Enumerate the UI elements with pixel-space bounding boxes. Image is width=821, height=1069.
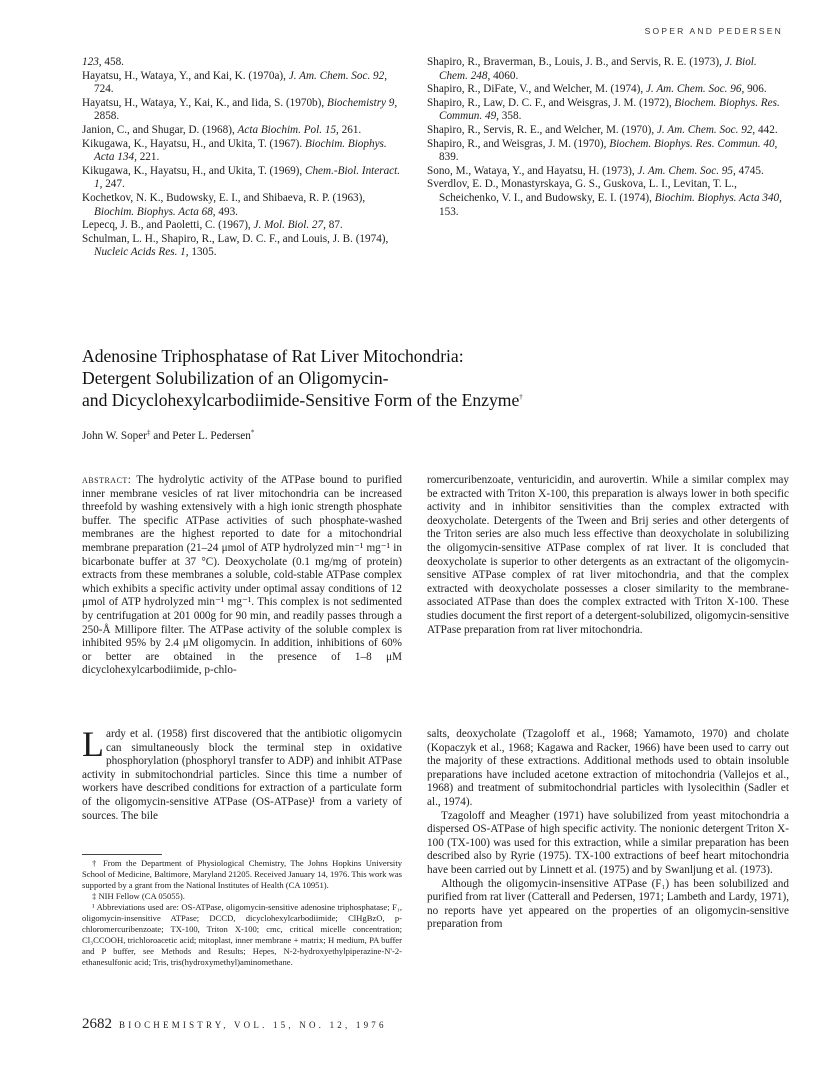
title-line-3: and Dicyclohexylcarbodiimide-Sensitive Form of the Enzyme†	[82, 389, 523, 410]
body-text-left: ardy et al. (1958) first discovered that the antibiotic oligomycin can simultaneously block the terminal step in oxidative phosphorylation (phosphoryl transfer to ADP) and inhibit ATPase activity in submitochondrial particles. Since this time a number of workers have described conditions for extraction of a particulate form of the oligomycin-sensitive ATPase (OS-ATPase)¹ from a variety of sources. The bile	[82, 728, 402, 822]
abstract-text-left: The hydrolytic activity of the ATPase bound to purified inner membrane vesicles of rat liver mitochondria can be increased threefold by washing extensively with a high ionic strength phosphate buffer. The specific ATPase activities of such phosphate-washed membranes are the highest reported to date for a mitochondrial membrane preparation (21–24 μmol of ATP hydrolyzed min⁻¹ mg⁻¹ in bicarbonate buffer at 37 °C). Deoxycholate (0.1 mg/mg of protein) extracts from these membranes a soluble, cold-stable ATPase complex which exhibits a specific activity under optimal assay conditions of 12 μmol of ATP hydrolyzed min⁻¹ mg⁻¹. This complex is not sedimented by centrifugation at 201 000g for 90 min, and readily passes through a 250-Å Millipore filter. The ATPase activity of the soluble complex is inhibited 95% by 2.4 μM oligomycin. In addition, inhibitions of 60% or better are obtained in the presence of 1–8 μM dicyclohexylcarbodiimide, p-chlo-	[82, 474, 402, 677]
reference-entry: Lepecq, J. B., and Paoletti, C. (1967), J. Mol. Biol. 27, 87.	[82, 219, 343, 232]
reference-entry: Shapiro, R., and Weisgras, J. M. (1970), Biochem. Biophys. Res. Commun. 40, 839.	[427, 137, 778, 164]
footnote-affiliation: † From the Department of Physiological Chemistry, The Johns Hopkins University School of Medicine, Baltimore, Maryland 21205. Received January 14, 1976. This work was supported by a grant from the National Institutes of Health (CA 10951).	[82, 858, 402, 890]
abstract-text-right: romercuribenzoate, venturicidin, and aurovertin. While a similar complex may be extracted with Triton X-100, this preparation is always lower in both specific activity and in inhibitor sensitivities than the complex extracted with deoxycholate. Detergents of the Tween and Brij series and other detergents of the Triton series are also much less effective than deoxycholate in solubilizing the oligomycin-sensitive ATPase complex of rat liver. It is concluded that deoxycholate is superior to other detergents as an extractant of the oligomycin-sensitive ATPase complex of rat liver mitochondria, and that the complex extracted with deoxycholate possesses a closer similarity to the membrane-associated ATPase than does the complex extracted with Triton X-100. These studies document the first report of a detergent-solubilized, oligomycin-sensitive ATPase preparation from rat liver mitochondria.	[427, 474, 789, 636]
abstract-label: abstract:	[82, 474, 132, 486]
abstract-left	[82, 474, 402, 678]
body-paragraph-3: Although the oligomycin-insensitive ATPase (F₁) has been solubilized and purified from rat liver (Catterall and Pedersen, 1971; Lambeth and Lardy, 1971), no reports have yet appeared on the properties of an oligomycin-sensitive preparation from	[427, 877, 789, 931]
article-title	[82, 346, 772, 411]
reference-entry: 123, 458.	[82, 56, 124, 68]
reference-entry: Shapiro, R., Law, D. C. F., and Weisgras, J. M. (1972), Biochem. Biophys. Res. Commun. 49, 358.	[427, 96, 780, 123]
reference-entry: Shapiro, R., DiFate, V., and Welcher, M. (1974), J. Am. Chem. Soc. 96, 906.	[427, 83, 767, 96]
footnote-rule	[82, 854, 162, 855]
reference-entry: Kikugawa, K., Hayatsu, H., and Ukita, T. (1967). Biochim. Biophys. Acta 134, 221.	[82, 137, 387, 164]
references-right-column	[427, 56, 787, 219]
page-footer	[82, 1016, 387, 1033]
body-right-column	[427, 728, 789, 932]
page-number: 2682	[82, 1016, 112, 1032]
title-line-1: Adenosine Triphosphatase of Rat Liver Mitochondria:	[82, 346, 464, 366]
author-1: John W. Soper	[82, 430, 147, 442]
running-head: SOPER AND PEDERSEN	[644, 26, 783, 36]
drop-cap: L	[82, 724, 104, 764]
body-paragraph-2: Tzagoloff and Meagher (1971) have solubilized from yeast mitochondria a dispersed OS-ATPase of high specific activity. The nonionic detergent Triton X-100 (TX-100) was used for this extraction, while a similar preparation has been described also by Ryrie (1975). TX-100 extractions of beef heart mitochondria have been carried out by Linnett et al. (1975) and by Swanljung et al. (1973).	[427, 809, 789, 876]
reference-entry: Janion, C., and Shugar, D. (1968), Acta Biochim. Pol. 15, 261.	[82, 123, 362, 136]
references-left-column	[82, 56, 406, 260]
reference-entry: Sono, M., Wataya, Y., and Hayatsu, H. (1973), J. Am. Chem. Soc. 95, 4745.	[427, 164, 764, 177]
title-line-2: Detergent Solubilization of an Oligomycin-	[82, 367, 389, 388]
reference-entry: Hayatsu, H., Wataya, Y., and Kai, K. (1970a), J. Am. Chem. Soc. 92, 724.	[82, 69, 388, 96]
reference-entry: Shapiro, R., Braverman, B., Louis, J. B., and Servis, R. E. (1973), J. Biol. Chem. 248, 4060.	[427, 56, 757, 82]
journal-name: BIOCHEMISTRY, VOL. 15, NO. 12, 1976	[119, 1020, 387, 1030]
reference-entry: Sverdlov, E. D., Monastyrskaya, G. S., Guskova, L. I., Levitan, T. L., Scheichenko, V. I., and Budowsky, E. I. (1974), Biochim. Biophys. Acta 340, 153.	[427, 178, 782, 218]
body-left-column	[82, 724, 402, 823]
reference-entry: Hayatsu, H., Wataya, Y., Kai, K., and Iida, S. (1970b), Biochemistry 9, 2858.	[82, 96, 398, 123]
author-2: Peter L. Pedersen	[172, 430, 251, 442]
footnote-abbreviations: ¹ Abbreviations used are: OS-ATPase, oligomycin-sensitive adenosine triphosphatase; F₁, oligomycin-insensitive ATPase; DCCD, dicyclohexylcarbodiimide; ClHgBzO, p-chloromercuribenzoate; TX-100, Triton X-100; cmc, critical micelle concentration; Cl₃CCOOH, trichloroacetic acid; mitoplast, inner membrane + matrix; H medium, PA buffer and P buffer, see Methods and Results; Hepes, N-2-hydroxyethylpiperazine-N'-2-ethanesulfonic acid; Tris, tris(hydroxymethyl)aminomethane.	[82, 902, 402, 967]
author-line: John W. Soper‡ and Peter L. Pedersen*	[82, 428, 255, 442]
footnotes	[82, 858, 402, 968]
body-paragraph-1: salts, deoxycholate (Tzagoloff et al., 1968; Yamamoto, 1970) and cholate (Kopaczyk et al., 1968; Kagawa and Racker, 1966) have been used to carry out the majority of these extractions. Additional methods used to obtain insoluble preparations have included acetone extraction of mitochondria (Vallejos et al., 1968) and treatment of submitochondrial particles with lysolecithin (Sadler et al., 1974).	[427, 728, 789, 808]
reference-entry: Kikugawa, K., Hayatsu, H., and Ukita, T. (1969), Chem.-Biol. Interact. 1, 247.	[82, 164, 401, 191]
reference-entry: Shapiro, R., Servis, R. E., and Welcher, M. (1970), J. Am. Chem. Soc. 92, 442.	[427, 123, 778, 136]
reference-entry: Schulman, L. H., Shapiro, R., Law, D. C. F., and Louis, J. B. (1974), Nucleic Acids Res. 1, 1305.	[82, 232, 389, 259]
footnote-fellow: ‡ NIH Fellow (CA 05055).	[92, 891, 185, 901]
abstract-right	[427, 474, 789, 637]
title-dagger: †	[519, 392, 523, 401]
reference-entry: Kochetkov, N. K., Budowsky, E. I., and Shibaeva, R. P. (1963), Biochim. Biophys. Acta 68, 493.	[82, 191, 366, 218]
